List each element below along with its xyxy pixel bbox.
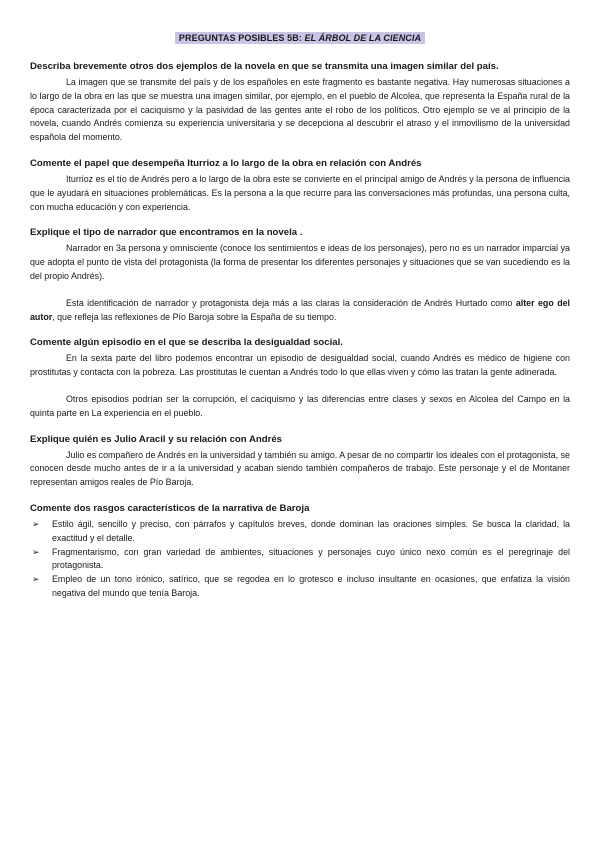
answer-paragraph: La imagen que se transmite del país y de los españoles en este fragmento es bastante negativa. Hay numerosas situaciones a lo largo de la obra en las que se muestra una imagen similar, por ejemplo, en el pueblo de Alcolea, que representa la España rural de la época caracterizada por el caciquismo y la pasividad de las gentes ante el robo de los políticos. Otro ejemplo se ve al principio de la novela, cuando Andrés comienza su experiencia universitaria y se decepciona al descubrir el atraso y el inmovilismo de la universidad española del momento. bbox=[30, 77, 570, 143]
arrow-bullet-icon: ➢ bbox=[32, 518, 40, 529]
list-item: ➢ Fragmentarismo, con gran variedad de ambientes, situaciones y personajes cuyo único nexo común es el peregrinaje del protagonista. bbox=[32, 546, 570, 571]
answer-paragraph: Otros episodios podrían ser la corrupción, el caciquismo y las diferencias entre clases y sexos en Alcolea del Campo en la quinta parte en La experiencia en el pueblo. bbox=[30, 393, 570, 418]
list-item: ➢ Empleo de un tono irónico, satírico, que se regodea en lo grotesco e incluso insultante en ocasiones, que enfatiza la visión negativa del mundo que tenía Baroja. bbox=[32, 574, 570, 598]
section-imagen-pais bbox=[30, 60, 570, 145]
answer-paragraph: Narrador en 3a persona y omnisciente (conoce los sentimientos e ideas de los personajes), pero no es un narrador imparcial ya que adopta el punto de vista del protagonista (la forma de presentar los diferentes personajes y situaciones que se van sucediendo es la del propio Andrés). bbox=[30, 243, 570, 281]
section-desigualdad bbox=[30, 336, 570, 420]
answer-paragraph: Esta identificación de narrador y protagonista deja más a las claras la consideración de Andrés Hurtado como alter ego del autor, que refleja las reflexiones de Pío Baroja sobre la España de su tiempo. bbox=[30, 297, 571, 322]
answer-paragraph: En la sexta parte del libro podemos encontrar un episodio de desigualdad social, cuando Andrés es médico de higiene con prostitutas y contacta con la pobreza. Las prostitutas le cuentan a Andrés todo lo que ellas viven y cómo las tratan la gente adinerada. bbox=[30, 353, 570, 378]
traits-list bbox=[30, 518, 570, 601]
section-julio-aracil bbox=[30, 433, 570, 490]
alter-ego-bold: alter ego del autor bbox=[30, 297, 571, 322]
question-heading: Comente el papel que desempeña Iturrioz a lo largo de la obra en relación con Andrés bbox=[30, 157, 422, 169]
question-heading: Comente dos rasgos característicos de la narrativa de Baroja bbox=[30, 502, 310, 514]
answer-paragraph: Iturrioz es el tío de Andrés pero a lo largo de la obra este se convierte en el principal amigo de Andrés y la persona de influencia que le ayudará en situaciones problemáticas. Es la persona a la que recurre para las conversaciones más profundas, una persona culta, con mucha educación y con experiencia. bbox=[30, 173, 570, 212]
section-narrador bbox=[30, 226, 570, 324]
question-heading: Comente algún episodio en el que se describa la desigualdad social. bbox=[30, 337, 343, 349]
question-heading: Explique el tipo de narrador que encontramos en la novela . bbox=[30, 227, 303, 239]
arrow-bullet-icon: ➢ bbox=[32, 546, 40, 557]
title-bar bbox=[30, 28, 570, 46]
section-narrativa-baroja bbox=[30, 502, 570, 601]
arrow-bullet-icon: ➢ bbox=[32, 574, 40, 585]
list-item: ➢ Estilo ágil, sencillo y preciso, con párrafos y capítulos breves, donde dominan las oraciones simples. Se busca la claridad, la exactitud y el detalle. bbox=[32, 518, 570, 543]
document-title: PREGUNTAS POSIBLES 5B: EL ÁRBOL DE LA CIENCIA bbox=[175, 32, 425, 44]
question-heading: Describa brevemente otros dos ejemplos de la novela en que se transmita una imagen similar del país. bbox=[30, 61, 499, 72]
question-heading: Explique quién es Julio Aracil y su relación con Andrés bbox=[30, 433, 282, 445]
answer-paragraph: Julio es compañero de Andrés en la universidad y también su amigo. A pesar de no compartir los ideales con el protagonista, se conocen desde mucho antes de ir a la universidad y acaban siendo también compañeros de trabajo. Este personaje y el de Montaner representan amigos reales de Pío Baroja. bbox=[30, 449, 570, 488]
document-page bbox=[30, 28, 570, 613]
section-iturrioz bbox=[30, 157, 570, 214]
